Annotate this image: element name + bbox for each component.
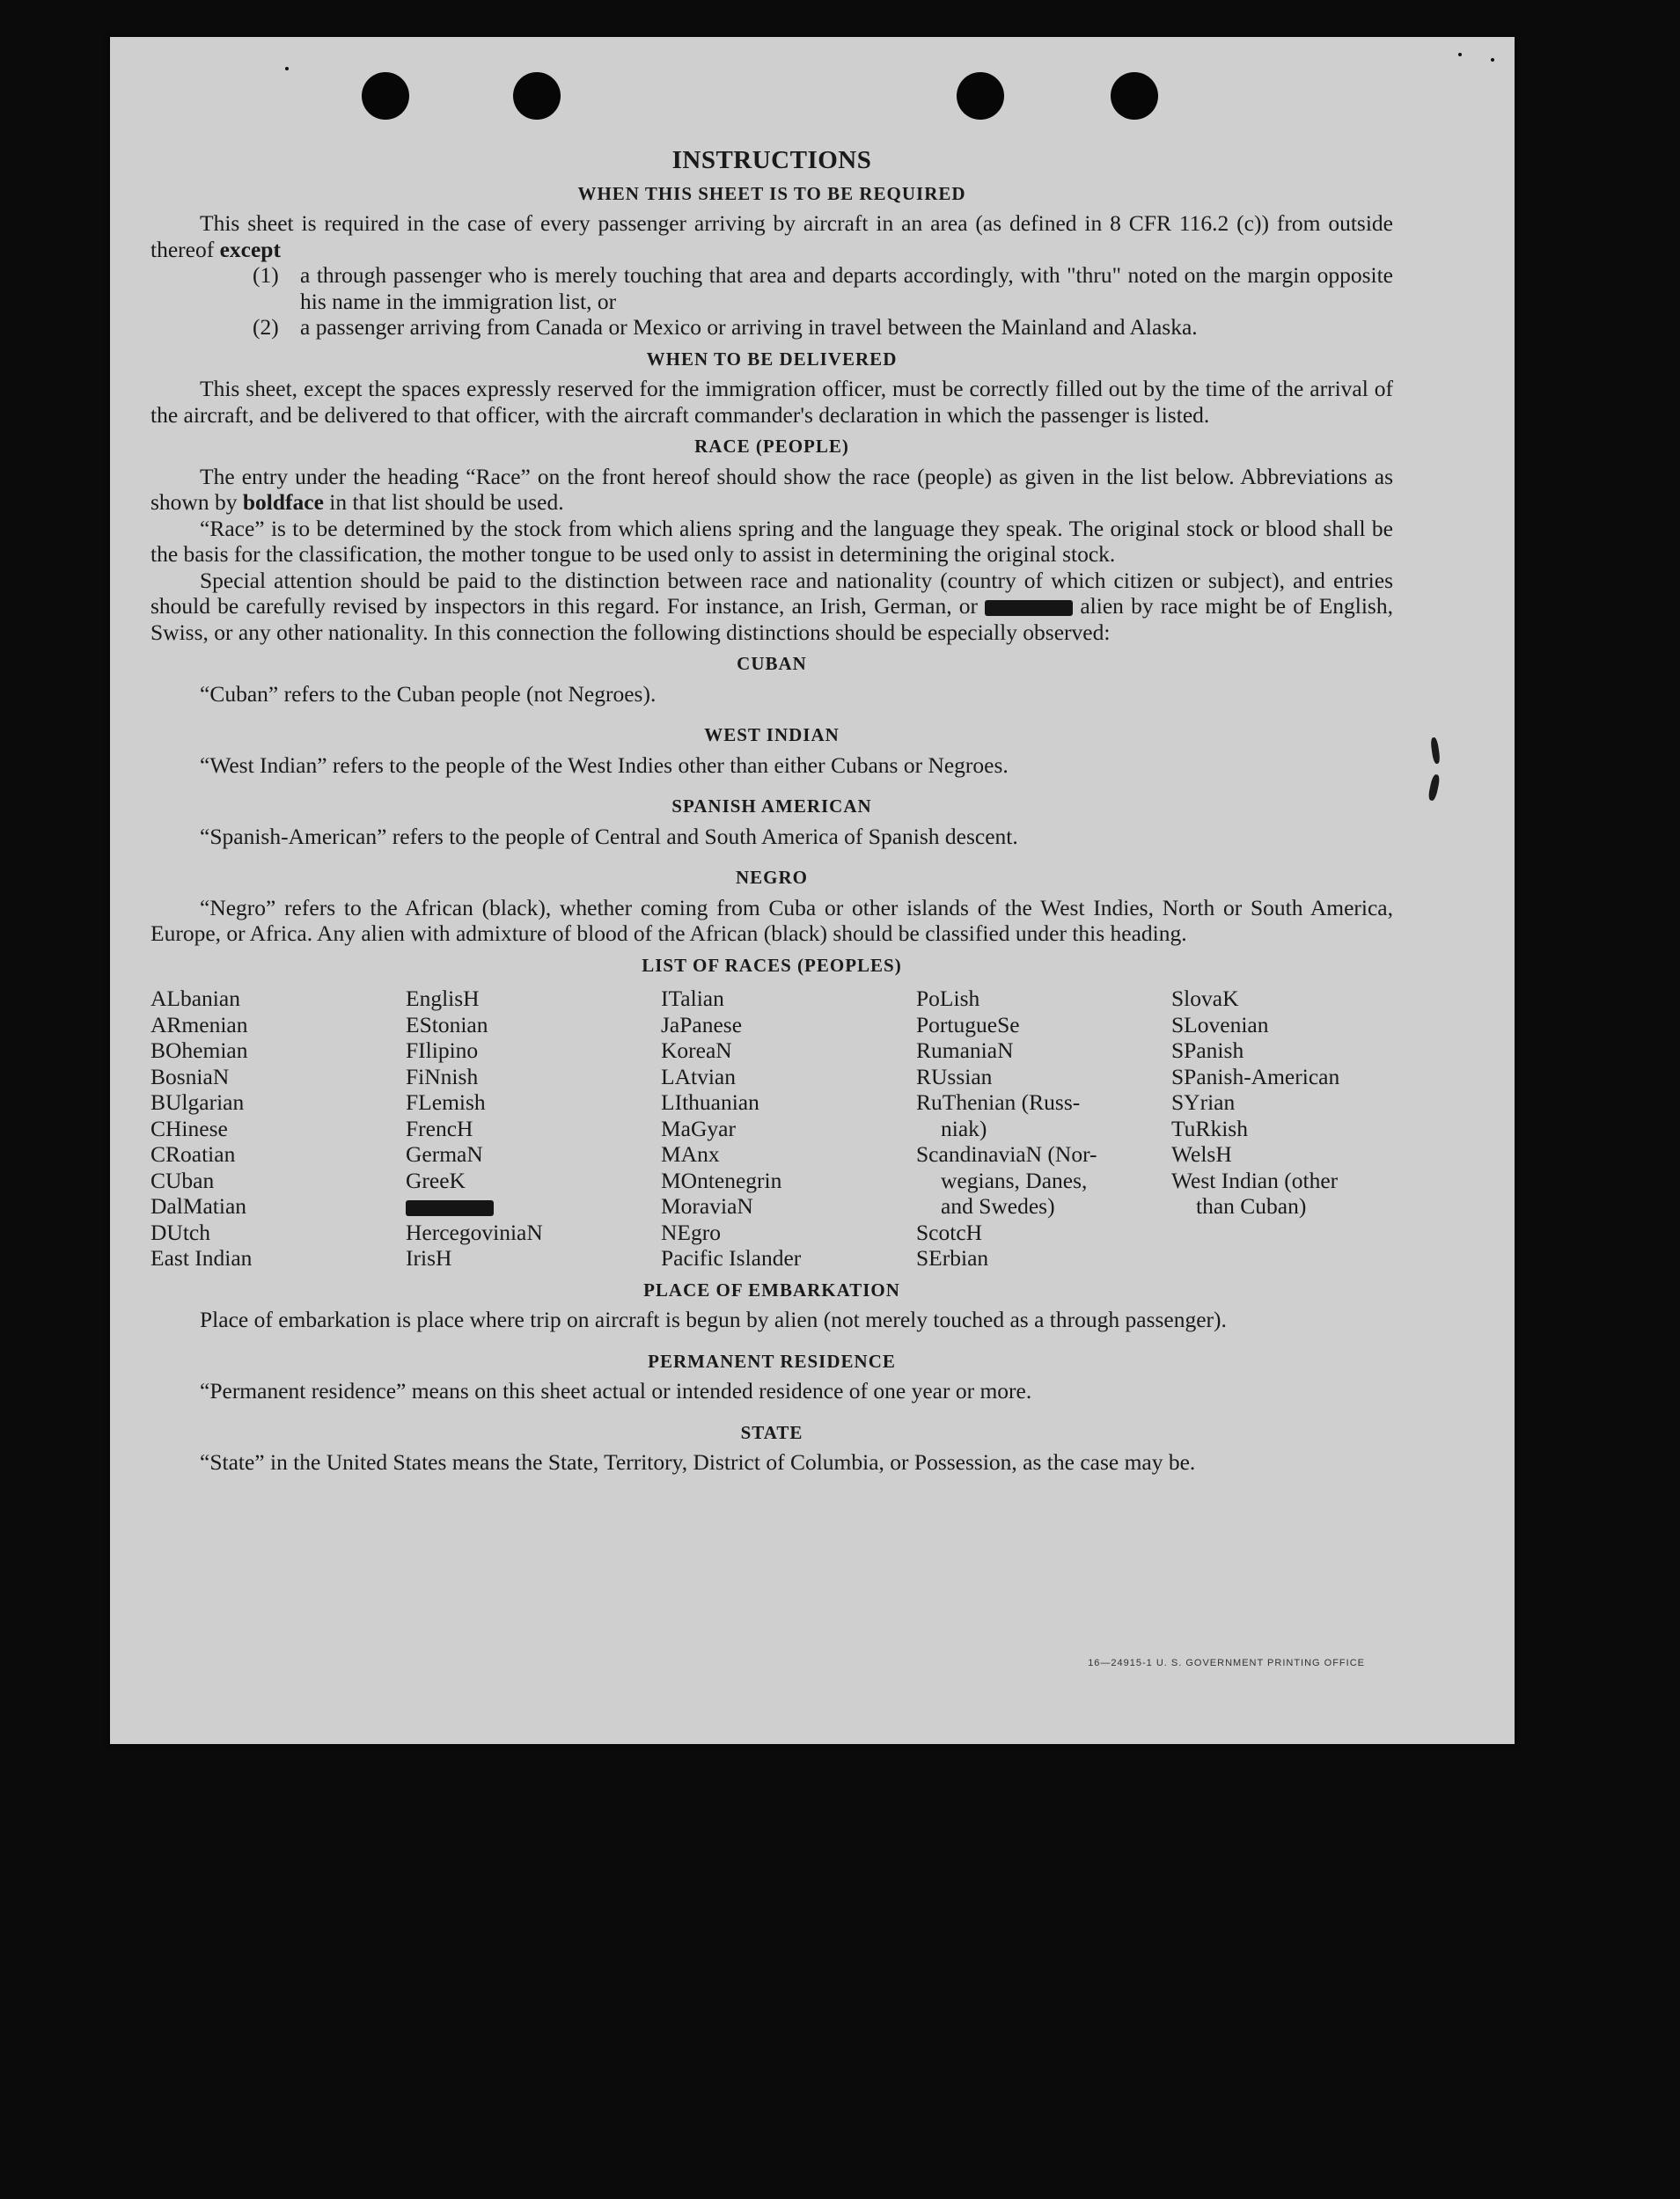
- paragraph: “Permanent residence” means on this sheet actual or intended residence of one year or more.: [200, 1378, 1032, 1404]
- race-item: SErbian: [916, 1245, 989, 1271]
- section-heading: PLACE OF EMBARKATION: [643, 1279, 900, 1301]
- redaction-mark: [406, 1200, 494, 1216]
- redaction-mark: [985, 600, 1073, 616]
- paragraph: Place of embarkation is place where trip on aircraft is begun by alien (not merely touched as a through passenger).: [200, 1307, 1227, 1332]
- section-heading: WEST INDIAN: [704, 724, 840, 745]
- list-item: (2) a passenger arriving from Canada or Mexico or arriving in travel between the Mainland and Alaska.: [253, 314, 1198, 340]
- race-item: TuRkish: [1171, 1115, 1248, 1141]
- race-item: PoLish: [916, 986, 980, 1011]
- race-list: [150, 986, 1393, 1272]
- paragraph: Special attention should be paid to the distinction between race and nationality (country of which citizen or subject), and entries should be carefully revised by inspectors in this regard. For instance, an Irish, German, or alien by race might be of English, Swiss, or any other nationality. In this connection the following distinctions should be especially observed:: [150, 567, 1393, 645]
- section-heading: CUBAN: [737, 653, 807, 674]
- printer-imprint: 16—24915-1 U. S. GOVERNMENT PRINTING OFFICE: [1088, 1658, 1365, 1668]
- speck: [285, 67, 289, 70]
- race-item: BosniaN: [150, 1063, 230, 1089]
- race-item: CUban: [150, 1167, 215, 1193]
- section-heading: LIST OF RACES (PEOPLES): [642, 954, 902, 976]
- race-item: FLemish: [406, 1089, 486, 1115]
- margin-mark: [1430, 737, 1441, 765]
- race-item: WelsH: [1171, 1141, 1232, 1167]
- race-item: ScandinaviaN (Nor-: [916, 1141, 1097, 1167]
- race-item: RUssian: [916, 1063, 993, 1089]
- section-heading: SPANISH AMERICAN: [671, 795, 872, 817]
- paragraph: This sheet, except the spaces expressly reserved for the immigration officer, must be correctly filled out by the time of the arrival of the aircraft, and be delivered to that officer, with the aircraft commander's declaration in which the passenger is listed.: [150, 376, 1393, 428]
- document-sheet: [110, 37, 1515, 1744]
- race-item: BUlgarian: [150, 1089, 245, 1115]
- race-item-redacted: [406, 1193, 661, 1220]
- paragraph: “State” in the United States means the State, Territory, District of Columbia, or Possession, as the case may be.: [200, 1449, 1196, 1475]
- section-heading: NEGRO: [735, 867, 808, 888]
- race-item: East Indian: [150, 1245, 253, 1271]
- race-item: MaGyar: [661, 1115, 736, 1141]
- race-item: IrisH: [406, 1245, 452, 1271]
- paragraph: “Race” is to be determined by the stock from which aliens spring and the language they speak. The original stock or blood shall be the basis for the classification, the mother tongue to be used only to assist in determining the original stock.: [150, 515, 1393, 567]
- race-item: MAnx: [661, 1141, 720, 1167]
- race-item: ScotcH: [916, 1219, 983, 1245]
- race-item: SPanish: [1171, 1037, 1244, 1063]
- race-item-continued: than Cuban): [1196, 1193, 1307, 1219]
- race-item: ITalian: [661, 986, 724, 1011]
- race-item: ARmenian: [150, 1011, 248, 1037]
- speck: [1491, 58, 1494, 62]
- race-item: West Indian (other: [1171, 1167, 1339, 1193]
- punch-hole: [513, 72, 561, 120]
- race-item: FIlipino: [406, 1037, 479, 1063]
- race-item: MoraviaN: [661, 1193, 753, 1219]
- race-column: [1171, 986, 1427, 1272]
- race-item: CHinese: [150, 1115, 228, 1141]
- race-column: [661, 986, 916, 1272]
- race-item: RuThenian (Russ-: [916, 1089, 1081, 1115]
- speck: [1458, 53, 1462, 56]
- race-item: BOhemian: [150, 1037, 248, 1063]
- race-item-continued: niak): [941, 1115, 987, 1141]
- race-item: DUtch: [150, 1219, 210, 1245]
- race-item: PortugueSe: [916, 1011, 1020, 1037]
- race-item: Pacific Islander: [661, 1245, 802, 1271]
- section-heading: PERMANENT RESIDENCE: [648, 1350, 896, 1372]
- race-item: GreeK: [406, 1167, 466, 1193]
- race-item: SPanish-American: [1171, 1063, 1340, 1089]
- section-heading: WHEN TO BE DELIVERED: [646, 348, 898, 370]
- section-heading: STATE: [740, 1421, 803, 1443]
- race-item: DalMatian: [150, 1193, 247, 1219]
- paragraph: This sheet is required in the case of every passenger arriving by aircraft in an area (as defined in 8 CFR 116.2 (c)) from outside thereof except: [150, 210, 1393, 262]
- race-column: [916, 986, 1171, 1272]
- race-item-continued: and Swedes): [941, 1193, 1055, 1219]
- race-item: EnglisH: [406, 986, 480, 1011]
- paragraph: “West Indian” refers to the people of the West Indies other than either Cubans or Negroes.: [200, 751, 1009, 778]
- race-item: GermaN: [406, 1141, 483, 1167]
- race-item: ALbanian: [150, 986, 240, 1011]
- punch-hole: [957, 72, 1004, 120]
- race-item: CRoatian: [150, 1141, 236, 1167]
- race-item: JaPanese: [661, 1011, 743, 1037]
- paragraph: The entry under the heading “Race” on the front hereof should show the race (people) as given in the list below. Abbreviations as shown by boldface in that list should be used.: [150, 463, 1393, 515]
- punch-hole: [362, 72, 409, 120]
- race-item: KoreaN: [661, 1037, 732, 1063]
- race-item: RumaniaN: [916, 1037, 1014, 1063]
- section-heading: RACE (PEOPLE): [694, 436, 849, 457]
- race-item: FiNnish: [406, 1063, 479, 1089]
- race-item: FrencH: [406, 1115, 473, 1141]
- race-item: EStonian: [406, 1011, 488, 1037]
- race-column: [150, 986, 406, 1272]
- race-item: LAtvian: [661, 1063, 736, 1089]
- race-item: NEgro: [661, 1219, 721, 1245]
- race-column: [406, 986, 661, 1272]
- margin-mark: [1427, 773, 1441, 801]
- paragraph: “Cuban” refers to the Cuban people (not Negroes).: [200, 680, 657, 707]
- race-item: SYrian: [1171, 1089, 1236, 1115]
- race-item: HercegoviniaN: [406, 1219, 543, 1245]
- race-item: MOntenegrin: [661, 1167, 782, 1193]
- paragraph: “Spanish-American” refers to the people of Central and South America of Spanish descent.: [200, 823, 1018, 849]
- race-item-continued: wegians, Danes,: [941, 1167, 1088, 1193]
- list-item: (1) a through passenger who is merely touching that area and departs accordingly, with "thru" noted on the margin opposite his name in the immigration list, or: [253, 262, 1393, 314]
- punch-hole: [1111, 72, 1158, 120]
- document-body: [150, 148, 1393, 1476]
- race-item: SlovaK: [1171, 986, 1239, 1011]
- race-item: SLovenian: [1171, 1011, 1269, 1037]
- race-item: LIthuanian: [661, 1089, 759, 1115]
- section-heading: WHEN THIS SHEET IS TO BE REQUIRED: [577, 182, 966, 204]
- paragraph: “Negro” refers to the African (black), whether coming from Cuba or other islands of the West Indies, North or South America, Europe, or Africa. Any alien with admixture of blood of the African (black) should be classified under this heading.: [150, 894, 1393, 946]
- page-title: INSTRUCTIONS: [671, 146, 872, 174]
